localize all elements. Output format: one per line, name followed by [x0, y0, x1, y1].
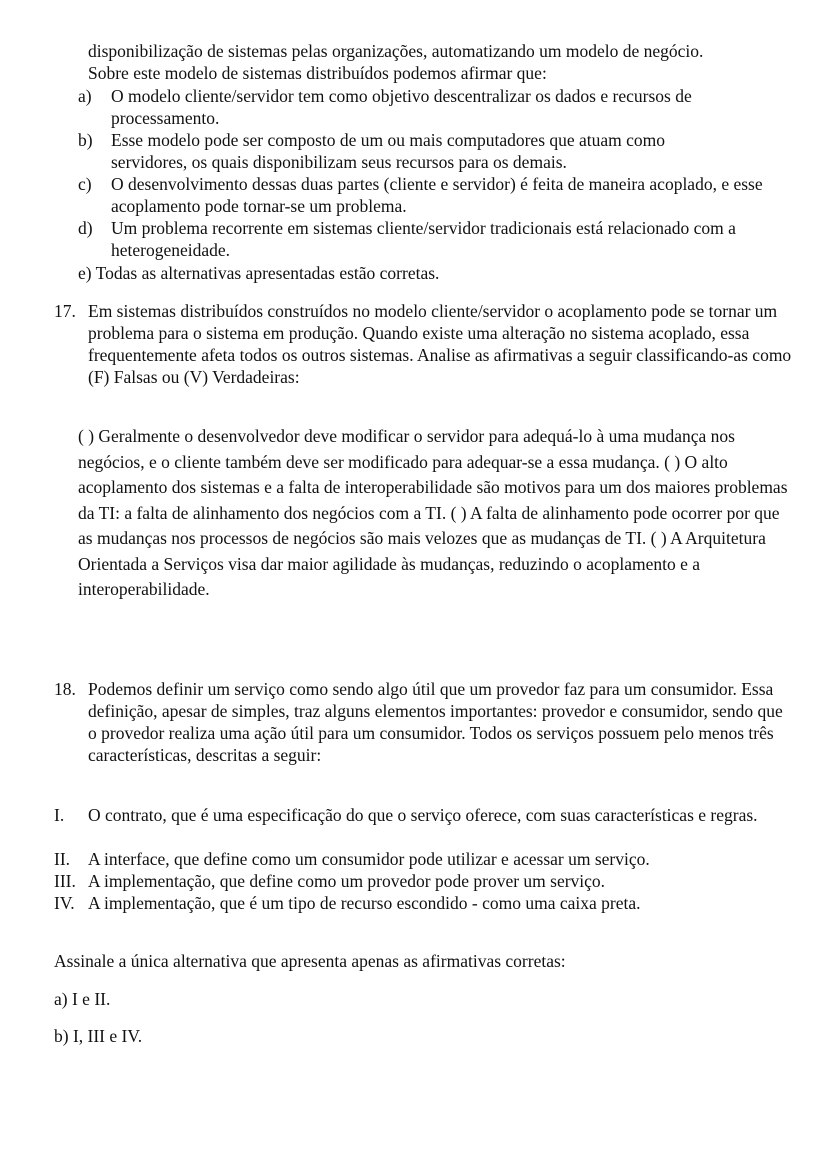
q16-option-text: Esse modelo pode ser composto de um ou mais computadores que atuam como servidores, os quais disponibilizam seus recursos para os demais. [111, 130, 666, 172]
q16-option-marker: c) [78, 174, 92, 194]
q18-answer-a: a) I e II. [54, 989, 111, 1009]
q17-statements: ( ) Geralmente o desenvolvedor deve modificar o servidor para adequá-lo à uma mudança nos negócios, e o cliente também deve ser modificado para adequar-se a essa mudança. ( ) O alto acoplamento dos sistemas e a falta de interoperabilidade são motivos para um dos maiores problemas da TI: a falta de alinhamento dos negócios com a TI. ( ) A falta de alinhamento pode ocorrer por que as mudanças nos processos de negócios são mais velozes que as mudanças de TI. ( ) A Arquitetura Orientada a Serviços visa dar maior agilidade às mudanças, reduzindo o acoplamento e a interoperabilidade. [78, 426, 788, 599]
q18-item-marker: II. [54, 849, 71, 869]
q16-option-marker: d) [78, 218, 93, 238]
q16-option-marker: a) [78, 86, 92, 106]
q18-answer-b: b) I, III e IV. [54, 1026, 143, 1046]
q18-item-marker: I. [54, 805, 65, 825]
q18-item-text: A implementação, que define como um provedor pode prover um serviço. [88, 871, 606, 891]
q16-option-text: Um problema recorrente em sistemas cliente/servidor tradicionais está relacionado com a heterogeneidade. [111, 218, 736, 260]
q17-text: Em sistemas distribuídos construídos no modelo cliente/servidor o acoplamento pode se tornar um problema para o sistema em produção. Quando existe uma alteração no sistema acoplado, essa frequentemente afeta todos os outros sistemas. Analise as afirmativas a seguir classificando-as como (F) Falsas ou (V) Verdadeiras: [88, 301, 792, 387]
q18-item-text: A implementação, que é um tipo de recurso escondido - como uma caixa preta. [88, 893, 641, 913]
q16-option-e: e) Todas as alternativas apresentadas estão corretas. [78, 263, 440, 283]
q18-item-text: O contrato, que é uma especificação do que o serviço oferece, com suas características e regras. [88, 805, 758, 825]
q18-item-marker: III. [54, 871, 76, 891]
q16-intro-line2: Sobre este modelo de sistemas distribuídos podemos afirmar que: [88, 63, 547, 83]
q18-text: Podemos definir um serviço como sendo algo útil que um provedor faz para um consumidor. Essa definição, apesar de simples, traz alguns elementos importantes: provedor e consumidor, sendo que o provedor realiza uma ação útil para um consumidor. Todos os serviços possuem pelo menos três características, descritas a seguir: [88, 679, 783, 765]
q16-intro-line1: disponibilização de sistemas pelas organizações, automatizando um modelo de negócio. [88, 41, 704, 61]
q18-item-text: A interface, que define como um consumidor pode utilizar e acessar um serviço. [88, 849, 650, 869]
q16-option-text: O desenvolvimento dessas duas partes (cliente e servidor) é feita de maneira acoplado, e esse acoplamento pode tornar-se um problema. [111, 174, 763, 216]
q16-option-text: O modelo cliente/servidor tem como objetivo descentralizar os dados e recursos de processamento. [111, 86, 692, 128]
q16-option-marker: b) [78, 130, 93, 150]
q18-number: 18. [54, 679, 76, 699]
q18-instruction: Assinale a única alternativa que apresenta apenas as afirmativas corretas: [54, 951, 566, 971]
q17-number: 17. [54, 301, 76, 321]
q18-item-marker: IV. [54, 893, 75, 913]
